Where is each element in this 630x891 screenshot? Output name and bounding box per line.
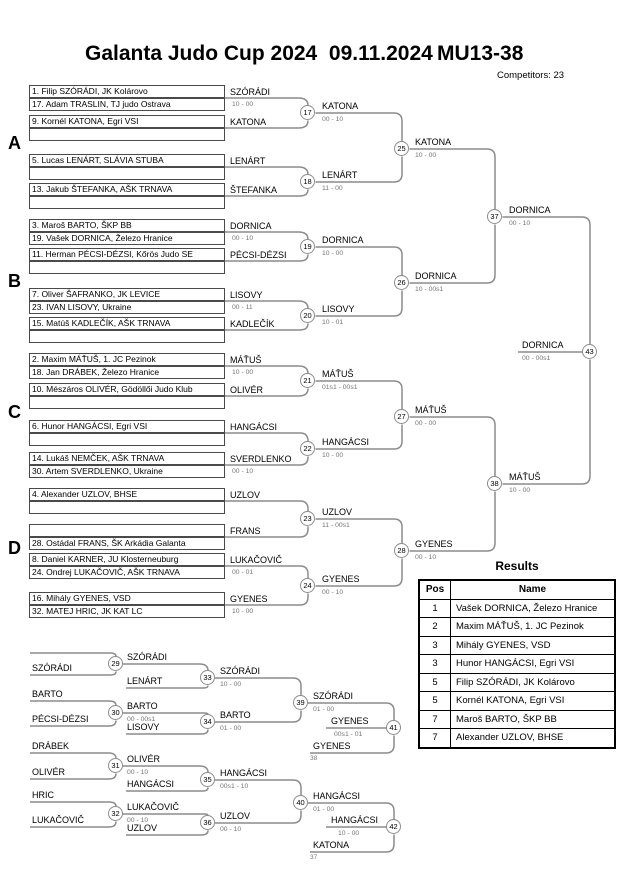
- match-score: 00 - 10: [509, 220, 531, 227]
- repechage-label: HANGÁCSI: [313, 791, 361, 801]
- competitor-name: 23. IVAN LISOVY, Ukraine: [32, 302, 132, 312]
- match-winner-label: GYENES: [322, 574, 360, 584]
- match-number-badge: 21: [300, 373, 315, 388]
- repechage-label: DRÁBEK: [32, 741, 70, 751]
- competitor-name: 14. Lukáš NEMČEK, AŠK TRNAVA: [32, 453, 165, 463]
- match-winner-label: MÁŤUŠ: [415, 405, 447, 415]
- result-name: Maxim MÁŤUŠ, 1. JC Pezinok: [456, 621, 584, 632]
- competitor-name: 5. Lucas LENÁRT, SLÁVIA STUBA: [32, 155, 164, 165]
- match-number-badge: 26: [394, 275, 409, 290]
- repechage-label: LUKAČOVIČ: [127, 802, 180, 812]
- pair-winner-label: UZLOV: [230, 490, 261, 500]
- entry-box: [29, 433, 225, 446]
- group-label-a: A: [8, 133, 21, 153]
- match-number-badge: 37: [487, 209, 502, 224]
- repechage-score: 00 - 00s1: [127, 716, 156, 723]
- repechage-label: HANGÁCSI: [331, 815, 379, 825]
- repechage-score: 00 - 10: [127, 817, 149, 824]
- match-number-badge: 27: [394, 409, 409, 424]
- entry-box: [29, 196, 225, 209]
- result-name: Filip SZÓRÁDI, JK Kolárovo: [456, 676, 575, 688]
- competitor-name: 28. Ostádal FRANS, ŠK Arkádia Galanta: [32, 538, 186, 548]
- repechage-label: UZLOV: [220, 811, 251, 821]
- competitor-name: 18. Jan DRÁBEK, Železo Hranice: [32, 367, 160, 377]
- match-number-badge: 38: [487, 476, 502, 491]
- final-winner-label: DORNICA: [522, 340, 564, 350]
- match-number-badge: 28: [394, 543, 409, 558]
- match-score: 01s1 - 00s1: [322, 384, 358, 391]
- pair-winner-label: SVERDLENKO: [230, 454, 292, 464]
- repechage-label: SZÓRÁDI: [127, 652, 168, 662]
- pair-winner-label: ŠTEFANKA: [230, 185, 278, 195]
- pair-winner-label: FRANS: [230, 526, 261, 536]
- pair-score: 00 - 10: [232, 468, 254, 475]
- result-name: Mihály GYENES, VSD: [456, 639, 551, 651]
- group-label-c: C: [8, 402, 21, 422]
- result-pos: 7: [420, 729, 451, 747]
- result-pos: 5: [420, 674, 451, 692]
- match-score: 00 - 10: [322, 589, 344, 596]
- repechage-label: LUKAČOVIČ: [32, 815, 85, 825]
- result-name: Kornél KATONA, Egri VSI: [456, 695, 565, 706]
- repechage-score: 01 - 00: [313, 706, 335, 713]
- match-score: 10 - 00: [322, 250, 344, 257]
- repechage-label: KATONA: [313, 840, 350, 850]
- result-name: Hunor HANGÁCSI, Egri VSI: [456, 658, 575, 669]
- match-score: 11 - 00: [322, 185, 343, 192]
- repechage-source-match: 38: [310, 755, 318, 762]
- results-title: Results: [495, 559, 539, 573]
- match-number-badge: 36: [200, 815, 215, 830]
- result-pos: 2: [420, 618, 451, 636]
- results-row: [420, 599, 614, 618]
- result-pos: 7: [420, 711, 451, 729]
- repechage-label: UZLOV: [127, 823, 158, 833]
- competitor-name: 8. Daniel KARNER, JU Klosterneuburg: [32, 554, 179, 564]
- repechage-score: 10 - 00: [220, 681, 242, 688]
- pair-winner-label: PÉCSI-DÉZSI: [230, 250, 287, 260]
- repechage-label: OLIVÉR: [127, 754, 161, 764]
- match-winner-label: KATONA: [322, 101, 359, 111]
- match-number-badge: 41: [386, 720, 401, 735]
- entry-box: [29, 501, 225, 514]
- competitor-name: 16. Mihály GYENES, VSD: [32, 593, 131, 603]
- entry-box: [29, 330, 225, 343]
- repechage-label: SZÓRÁDI: [32, 663, 73, 673]
- repechage-score: 00s1 - 01: [334, 731, 363, 738]
- match-winner-label: LENÁRT: [322, 170, 358, 180]
- repechage-score: 00 - 10: [127, 769, 149, 776]
- competitor-name: 17. Adam TRASLIN, TJ judo Ostrava: [32, 99, 171, 109]
- pair-winner-label: OLIVÉR: [230, 385, 264, 395]
- results-table: [418, 579, 616, 749]
- match-number-badge: 25: [394, 141, 409, 156]
- pair-winner-label: HANGÁCSI: [230, 422, 278, 432]
- pair-score: 10 - 00: [232, 101, 254, 108]
- group-label-b: B: [8, 271, 21, 291]
- repechage-label: HRIC: [32, 790, 54, 800]
- repechage-label: PÉCSI-DÉZSI: [32, 714, 89, 724]
- competitor-name: 6. Hunor HANGÁCSI, Egri VSI: [32, 421, 148, 431]
- match-score: 11 - 00s1: [322, 522, 350, 529]
- match-number-badge: 24: [300, 578, 315, 593]
- results-row: [420, 673, 614, 692]
- results-header-pos: Pos: [420, 581, 451, 599]
- match-number-badge: 30: [108, 705, 123, 720]
- competitor-name: 32. MATEJ HRIC, JK KAT LC: [32, 606, 143, 616]
- results-row: [420, 636, 614, 655]
- match-winner-label: UZLOV: [322, 507, 353, 517]
- repechage-label: SZÓRÁDI: [313, 691, 354, 701]
- result-pos: 1: [420, 600, 451, 618]
- repechage-label: BARTO: [127, 701, 158, 711]
- match-winner-label: DORNICA: [509, 205, 551, 215]
- entry-box: [29, 524, 225, 537]
- match-winner-label: DORNICA: [415, 271, 457, 281]
- result-pos: 3: [420, 637, 451, 655]
- match-winner-label: GYENES: [415, 539, 453, 549]
- entry-box: [29, 261, 225, 274]
- repechage-label: OLIVÉR: [32, 767, 66, 777]
- match-score: 10 - 00: [509, 487, 531, 494]
- result-pos: 3: [420, 655, 451, 673]
- repechage-score: 01 - 00: [313, 806, 335, 813]
- match-score: 10 - 01: [322, 319, 344, 326]
- competitor-name: 19. Vašek DORNICA, Železo Hranice: [32, 233, 173, 243]
- competitor-name: 30. Artem SVERDLENKO, Ukraine: [32, 466, 163, 476]
- repechage-label: GYENES: [313, 741, 351, 751]
- match-number-badge: 18: [300, 174, 315, 189]
- group-label-d: D: [8, 538, 21, 558]
- match-number-badge: 17: [300, 105, 315, 120]
- category-label: MU13-38: [437, 42, 524, 65]
- competitor-name: 2. Maxim MÁŤUŠ, 1. JC Pezinok: [32, 354, 156, 364]
- final-score: 00 - 00s1: [522, 355, 551, 362]
- pair-winner-label: SZÓRÁDI: [230, 87, 271, 97]
- match-number-badge: 32: [108, 806, 123, 821]
- match-score: 00 - 00: [415, 420, 437, 427]
- results-header-name: Name: [518, 584, 547, 595]
- match-number-badge: 19: [300, 239, 315, 254]
- repechage-label: HANGÁCSI: [220, 768, 268, 778]
- match-winner-label: DORNICA: [322, 235, 364, 245]
- competitor-name: 4. Alexander UZLOV, BHSE: [32, 489, 138, 499]
- results-row: [420, 710, 614, 729]
- pair-score: 00 - 10: [232, 235, 254, 242]
- repechage-label: BARTO: [220, 710, 251, 720]
- repechage-score: 10 - 00: [338, 830, 360, 837]
- match-score: 10 - 00: [322, 452, 344, 459]
- match-number-badge: 23: [300, 511, 315, 526]
- match-winner-label: HANGÁCSI: [322, 437, 370, 447]
- repechage-score: 01 - 00: [220, 725, 242, 732]
- results-row: [420, 617, 614, 636]
- match-winner-label: KATONA: [415, 137, 452, 147]
- entry-box: [29, 396, 225, 409]
- result-name: Alexander UZLOV, BHSE: [456, 732, 564, 743]
- repechage-score: 00 - 10: [220, 826, 242, 833]
- match-score: 00 - 10: [415, 554, 437, 561]
- repechage-label: GYENES: [331, 716, 369, 726]
- entry-box: [29, 128, 225, 141]
- pair-winner-label: GYENES: [230, 594, 268, 604]
- pair-score: 00 - 11: [232, 304, 253, 311]
- pair-winner-label: DORNICA: [230, 221, 272, 231]
- pair-winner-label: LUKAČOVIČ: [230, 555, 283, 565]
- match-number-badge: 42: [386, 819, 401, 834]
- results-row: [420, 728, 614, 747]
- competitor-name: 3. Maroš BARTO, ŠKP BB: [32, 220, 132, 230]
- page-title: Galanta Judo Cup 2024 09.11.2024: [85, 42, 433, 65]
- competitor-name: 1. Filip SZÓRÁDI, JK Kolárovo: [32, 86, 148, 96]
- repechage-label: SZÓRÁDI: [220, 666, 261, 676]
- match-score: 00 - 10: [322, 116, 344, 123]
- repechage-score: 00s1 - 10: [220, 783, 249, 790]
- match-number-badge: 31: [108, 758, 123, 773]
- pair-winner-label: KADLEČÍK: [230, 319, 275, 329]
- results-row: [420, 691, 614, 710]
- competitor-name: 15. Matúš KADLEČÍK, AŠK TRNAVA: [32, 318, 171, 328]
- competitor-name: 7. Oliver ŠAFRANKO, JK LEVICE: [32, 289, 161, 299]
- match-number-badge: 33: [200, 670, 215, 685]
- pair-score: 10 - 00: [232, 369, 254, 376]
- match-winner-label: LISOVY: [322, 304, 355, 314]
- match-number-badge: 22: [300, 441, 315, 456]
- match-score: 10 - 00: [415, 152, 437, 159]
- pair-score: 00 - 01: [232, 569, 254, 576]
- results-header-row: [420, 581, 614, 599]
- pair-winner-label: LISOVY: [230, 290, 263, 300]
- match-number-badge: 43: [582, 344, 597, 359]
- result-name: Maroš BARTO, ŠKP BB: [456, 713, 557, 725]
- competitors-count: Competitors: 23: [497, 70, 565, 81]
- results-row: [420, 654, 614, 673]
- pair-winner-label: MÁŤUŠ: [230, 355, 262, 365]
- repechage-label: HANGÁCSI: [127, 779, 175, 789]
- competitor-name: 13. Jakub ŠTEFANKA, AŠK TRNAVA: [32, 184, 173, 194]
- repechage-label: LISOVY: [127, 722, 160, 732]
- match-number-badge: 20: [300, 308, 315, 323]
- result-name: Vašek DORNICA, Železo Hranice: [456, 602, 598, 614]
- match-winner-label: MÁŤUŠ: [322, 369, 354, 379]
- repechage-source-match: 37: [310, 854, 318, 861]
- match-number-badge: 29: [108, 656, 123, 671]
- match-score: 10 - 00s1: [415, 286, 444, 293]
- entry-box: [29, 167, 225, 180]
- result-pos: 5: [420, 692, 451, 710]
- pair-score: 10 - 00: [232, 608, 254, 615]
- match-number-badge: 35: [200, 772, 215, 787]
- pair-winner-label: LENÁRT: [230, 156, 266, 166]
- match-number-badge: 40: [293, 795, 308, 810]
- match-winner-label: MÁŤUŠ: [509, 472, 541, 482]
- competitor-name: 24. Ondrej LUKAČOVIČ, AŠK TRNAVA: [32, 567, 180, 577]
- competitor-name: 10. Mészáros OLIVÉR, Gödöllői Judo Klub: [32, 384, 193, 394]
- match-number-badge: 34: [200, 714, 215, 729]
- match-number-badge: 39: [293, 695, 308, 710]
- pair-winner-label: KATONA: [230, 117, 267, 127]
- repechage-label: LENÁRT: [127, 676, 163, 686]
- competitor-name: 9. Kornél KATONA, Egri VSI: [32, 116, 139, 126]
- repechage-label: BARTO: [32, 689, 63, 699]
- competitor-name: 11. Herman PÉCSI-DÉZSI, Kőrös Judo SE: [32, 249, 193, 259]
